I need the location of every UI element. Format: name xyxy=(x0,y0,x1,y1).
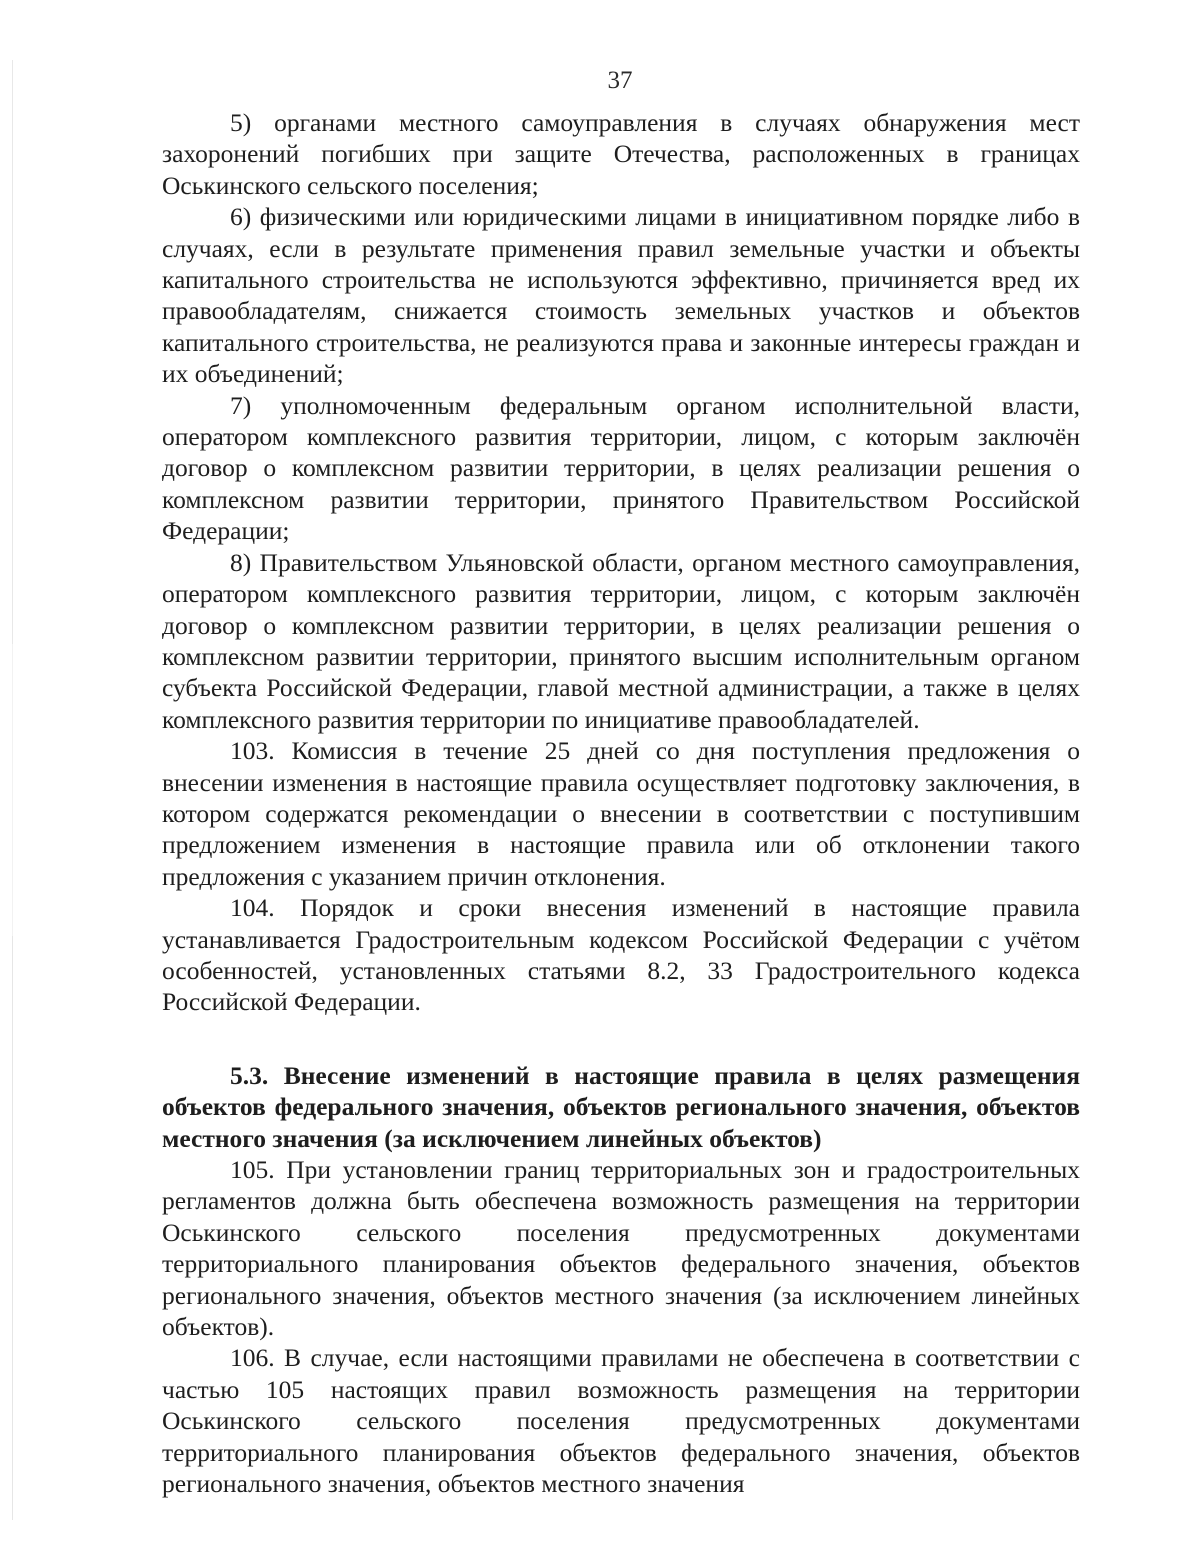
paragraph-103: 103. Комиссия в течение 25 дней со дня поступления предложения о внесении изменения в настоящие правила осуществляет подготовку заключения, в котором содержатся рекомендации о внесении в соответствии с поступившим предложением изменения в настоящие правила или об отклонении такого предложения с указанием причин отклонения. xyxy=(162,736,1080,891)
paragraph-106: 106. В случае, если настоящими правилами не обеспечена в соответствии с частью 105 настоящих правил возможность размещения на территории Оськинского сельского поселения предусмотренных документами территориального планирования объектов федерального значения, объектов регионального значения, объектов местного значения xyxy=(162,1343,1080,1499)
page-number: 37 xyxy=(607,67,633,94)
document-body xyxy=(162,107,1080,1499)
paragraph-104: 104. Порядок и сроки внесения изменений в настоящие правила устанавливается Градостроительным кодексом Российской Федерации с учётом особенностей, установленных статьями 8.2, 33 Градостроительного кодекса Российской Федерации. xyxy=(162,893,1080,1017)
paragraph-item-5: 5) органами местного самоуправления в случаях обнаружения мест захоронений погибших при защите Отечества, расположенных в границах Оськинского сельского поселения; xyxy=(162,108,1080,200)
paragraph-105: 105. При установлении границ территориальных зон и градостроительных регламентов должна быть обеспечена возможность размещения на территории Оськинского сельского поселения предусмотренных документами территориального планирования объектов федерального значения, объектов регионального значения, объектов местного значения (за исключением линейных объектов). xyxy=(162,1155,1080,1342)
paragraph-item-7: 7) уполномоченным федеральным органом исполнительной власти, оператором комплексного развития территории, лицом, с которым заключён договор о комплексном развитии территории, в целях реализации решения о комплексном развитии территории, принятого Правительством Российской Федерации; xyxy=(162,390,1080,546)
paragraph-item-6: 6) физическими или юридическими лицами в инициативном порядке либо в случаях, если в результате применения правил земельные участки и объекты капитального строительства не используются эффективно, причиняется вред их правообладателям, снижается стоимость земельных участков и объектов капитального строительства, не реализуются права и законные интересы граждан и их объединений; xyxy=(162,202,1080,389)
paragraph-item-8: 8) Правительством Ульяновской области, органом местного самоуправления, оператором комплексного развития территории, лицом, с которым заключён договор о комплексном развитии территории, в целях реализации решения о комплексном развитии территории, принятого высшим исполнительным органом субъекта Российской Федерации, главой местной администрации, а также в целях комплексного развития территории по инициативе правообладателей. xyxy=(162,547,1080,734)
scan-edge-line xyxy=(12,60,13,1520)
section-heading: 5.3. Внесение изменений в настоящие правила в целях размещения объектов федерального значения, объектов регионального значения, объектов местного значения (за исключением линейных объектов) xyxy=(162,1060,1080,1153)
